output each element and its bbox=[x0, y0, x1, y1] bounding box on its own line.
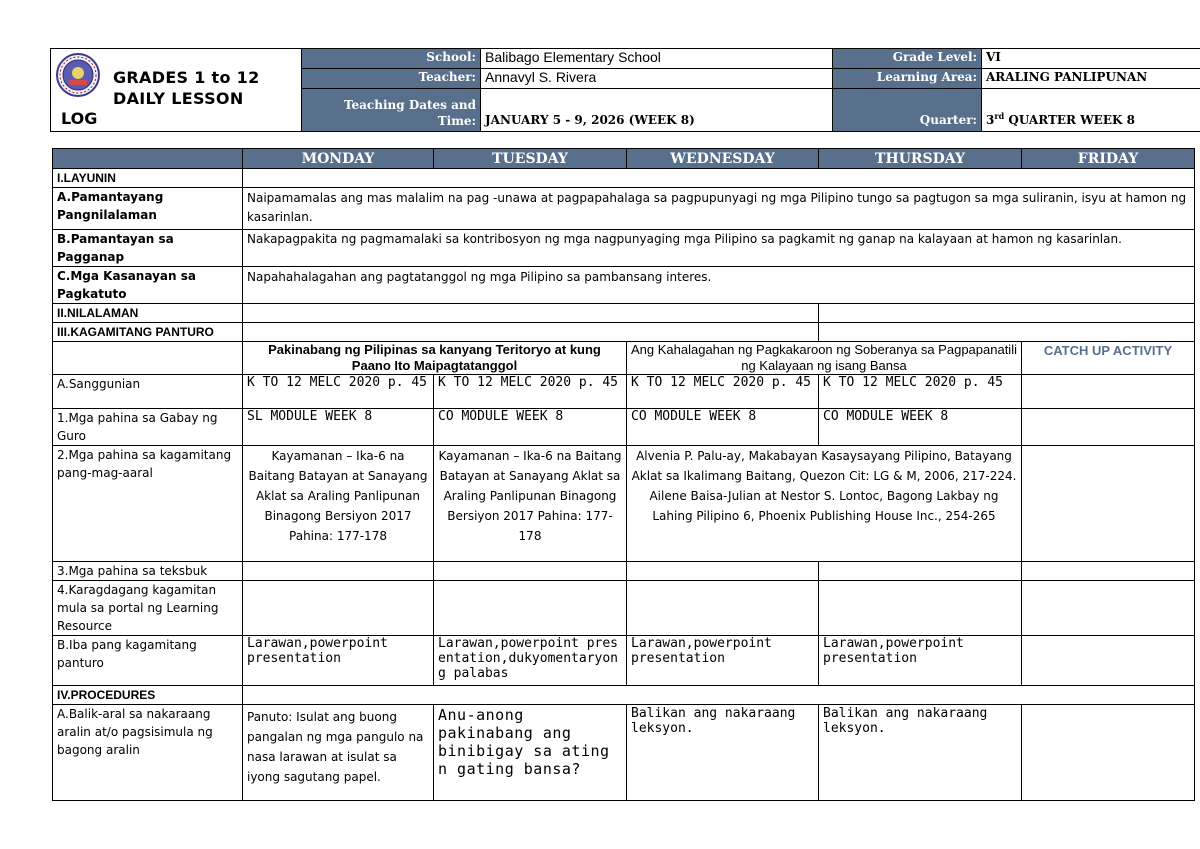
day-header-blank bbox=[53, 149, 243, 169]
empty-cell bbox=[434, 562, 627, 581]
school-value: Balibago Elementary School bbox=[481, 49, 833, 69]
empty-cell bbox=[627, 581, 819, 636]
empty-cell bbox=[434, 581, 627, 636]
empty-cell bbox=[1022, 705, 1195, 801]
empty-cell bbox=[1022, 409, 1195, 446]
empty-cell bbox=[1022, 446, 1195, 562]
empty-cell bbox=[243, 686, 1195, 705]
empty-cell bbox=[1022, 375, 1195, 409]
empty-cell bbox=[243, 169, 1195, 188]
teksbuk-label: 3.Mga pahina sa teksbuk bbox=[53, 562, 243, 581]
topic-2: Ang Kahalagahan ng Pagkakaroon ng Soberanya sa Pagpapanatili ng Kalayaan ng isang Bansa bbox=[627, 342, 1022, 375]
title-line-1: GRADES 1 to 12 bbox=[113, 68, 260, 87]
sanggunian-label: A.Sanggunian bbox=[53, 375, 243, 409]
iba-label: B.Iba pang kagamitang panturo bbox=[53, 636, 243, 686]
day-header-tuesday: TUESDAY bbox=[434, 149, 627, 169]
kagamitang-tue: Kayamanan – Ika-6 na Baitang Batayan at Sanayang Aklat sa Araling Panlipunan Binagong Bersiyon 2017 Pahina: 177-178 bbox=[434, 446, 627, 562]
grade-value: VI bbox=[982, 49, 1200, 69]
title-line-2: DAILY LESSON bbox=[113, 89, 244, 108]
balik-mon: Panuto: Isulat ang buong pangalan ng mga pangulo na nasa larawan at isulat sa iyong sagutang papel. bbox=[243, 705, 434, 801]
section-nilalaman: II.NILALAMAN bbox=[53, 304, 243, 323]
gabay-mon: SL MODULE WEEK 8 bbox=[243, 409, 434, 446]
deped-seal-icon bbox=[56, 53, 100, 97]
kasanayan-label: C.Mga Kasanayan sa Pagkatuto bbox=[53, 267, 243, 304]
balik-wed: Balikan ang nakaraang leksyon. bbox=[627, 705, 819, 801]
empty-cell bbox=[819, 304, 1195, 323]
sanggunian-mon: K TO 12 MELC 2020 p. 45 bbox=[243, 375, 434, 409]
empty-cell bbox=[1022, 562, 1195, 581]
dates-value: JANUARY 5 - 9, 2026 (WEEK 8) bbox=[481, 89, 833, 132]
title-block bbox=[51, 49, 302, 132]
header-table bbox=[50, 48, 1200, 132]
quarter-suffix: rd bbox=[994, 111, 1005, 121]
empty-cell bbox=[1022, 636, 1195, 686]
topic-1: Pakinabang ng Pilipinas sa kanyang Teritoryo at kung Paano Ito Maipagtatanggol bbox=[243, 342, 627, 375]
area-label: Learning Area: bbox=[833, 69, 982, 89]
balik-thu: Balikan ang nakaraang leksyon. bbox=[819, 705, 1022, 801]
topic-3: CATCH UP ACTIVITY bbox=[1022, 342, 1195, 375]
karagdagang-label: 4.Karagdagang kagamitan mula sa portal ng Learning Resource bbox=[53, 581, 243, 636]
gabay-thu: CO MODULE WEEK 8 bbox=[819, 409, 1022, 446]
empty-cell bbox=[627, 562, 819, 581]
empty-cell bbox=[819, 581, 1022, 636]
kagamitang-wed-thu: Alvenia P. Palu-ay, Makabayan Kasaysayang Pilipino, Batayang Aklat sa Ikalimang Baitang, Quezon Cit: LG & M, 2006, 217-224. Ailene Baisa-Julian at Nestor S. Lontoc, Bagong Lakbay ng Lahing Pilipino 6, Phoenix Publishing House Inc., 254-265 bbox=[627, 446, 1022, 562]
lesson-table bbox=[52, 148, 1195, 801]
balik-tue: Anu-anong pakinabang ang binibigay sa ating n gating bansa? bbox=[434, 705, 627, 801]
empty-cell bbox=[243, 323, 819, 342]
pamantayang-text: Naipamamalas ang mas malalim na pag -unawa at pagpapahalaga sa pagpupunyagi ng mga Pilipino tungo sa pagtugon sa mga suliranin, isyu at hamon ng kasarinlan. bbox=[243, 188, 1195, 230]
empty-cell bbox=[243, 581, 434, 636]
sanggunian-thu: K TO 12 MELC 2020 p. 45 bbox=[819, 375, 1022, 409]
sanggunian-wed: K TO 12 MELC 2020 p. 45 bbox=[627, 375, 819, 409]
section-kagamitang: III.KAGAMITANG PANTURO bbox=[53, 323, 243, 342]
quarter-rest: QUARTER WEEK 8 bbox=[1008, 113, 1135, 127]
quarter-value bbox=[982, 89, 1200, 132]
section-layunin: I.LAYUNIN bbox=[53, 169, 243, 188]
area-value: ARALING PANLIPUNAN bbox=[982, 69, 1200, 89]
pagganap-text: Nakapagpakita ng pagmamalaki sa kontribosyon ng mga nagpunyaging mga Pilipino sa pagkamit ng ganap na kalayaan at hamon ng kasarinlan. bbox=[243, 230, 1195, 267]
gabay-label: 1.Mga pahina sa Gabay ng Guro bbox=[53, 409, 243, 446]
teacher-label: Teacher: bbox=[302, 69, 481, 89]
pamantayang-label: A.Pamantayang Pangnilalaman bbox=[53, 188, 243, 230]
gabay-tue: CO MODULE WEEK 8 bbox=[434, 409, 627, 446]
section-procedures: IV.PROCEDURES bbox=[53, 686, 243, 705]
day-header-wednesday: WEDNESDAY bbox=[627, 149, 819, 169]
empty-cell bbox=[53, 342, 243, 375]
kagamitang-mon: Kayamanan – Ika-6 na Baitang Batayan at Sanayang Aklat sa Araling Panlipunan Binagong Bersiyon 2017 Pahina: 177-178 bbox=[243, 446, 434, 562]
kasanayan-text: Napahahalagahan ang pagtatanggol ng mga Pilipino sa pambansang interes. bbox=[243, 267, 1195, 304]
empty-cell bbox=[1022, 581, 1195, 636]
empty-cell bbox=[243, 562, 434, 581]
balik-label: A.Balik-aral sa nakaraang aralin at/o pagsisimula ng bagong aralin bbox=[53, 705, 243, 801]
empty-cell bbox=[243, 304, 819, 323]
grade-label: Grade Level: bbox=[833, 49, 982, 69]
kagamitang-label: 2.Mga pahina sa kagamitang pang-mag-aaral bbox=[53, 446, 243, 562]
sanggunian-tue: K TO 12 MELC 2020 p. 45 bbox=[434, 375, 627, 409]
iba-wed: Larawan,powerpoint presentation bbox=[627, 636, 819, 686]
pagganap-label: B.Pamantayan sa Pagganap bbox=[53, 230, 243, 267]
empty-cell bbox=[819, 323, 1195, 342]
empty-cell bbox=[819, 562, 1022, 581]
iba-tue: Larawan,powerpoint presentation,dukyomentaryong palabas bbox=[434, 636, 627, 686]
school-label: School: bbox=[302, 49, 481, 69]
quarter-label: Quarter: bbox=[833, 89, 982, 132]
day-header-monday: MONDAY bbox=[243, 149, 434, 169]
title-line-3: LOG bbox=[61, 109, 98, 128]
iba-mon: Larawan,powerpoint presentation bbox=[243, 636, 434, 686]
teacher-value: Annavyl S. Rivera bbox=[481, 69, 833, 89]
dates-label: Teaching Dates and Time: bbox=[302, 89, 481, 132]
gabay-wed: CO MODULE WEEK 8 bbox=[627, 409, 819, 446]
day-header-friday: FRIDAY bbox=[1022, 149, 1195, 169]
quarter-number: 3 bbox=[986, 113, 995, 127]
iba-thu: Larawan,powerpoint presentation bbox=[819, 636, 1022, 686]
day-header-thursday: THURSDAY bbox=[819, 149, 1022, 169]
